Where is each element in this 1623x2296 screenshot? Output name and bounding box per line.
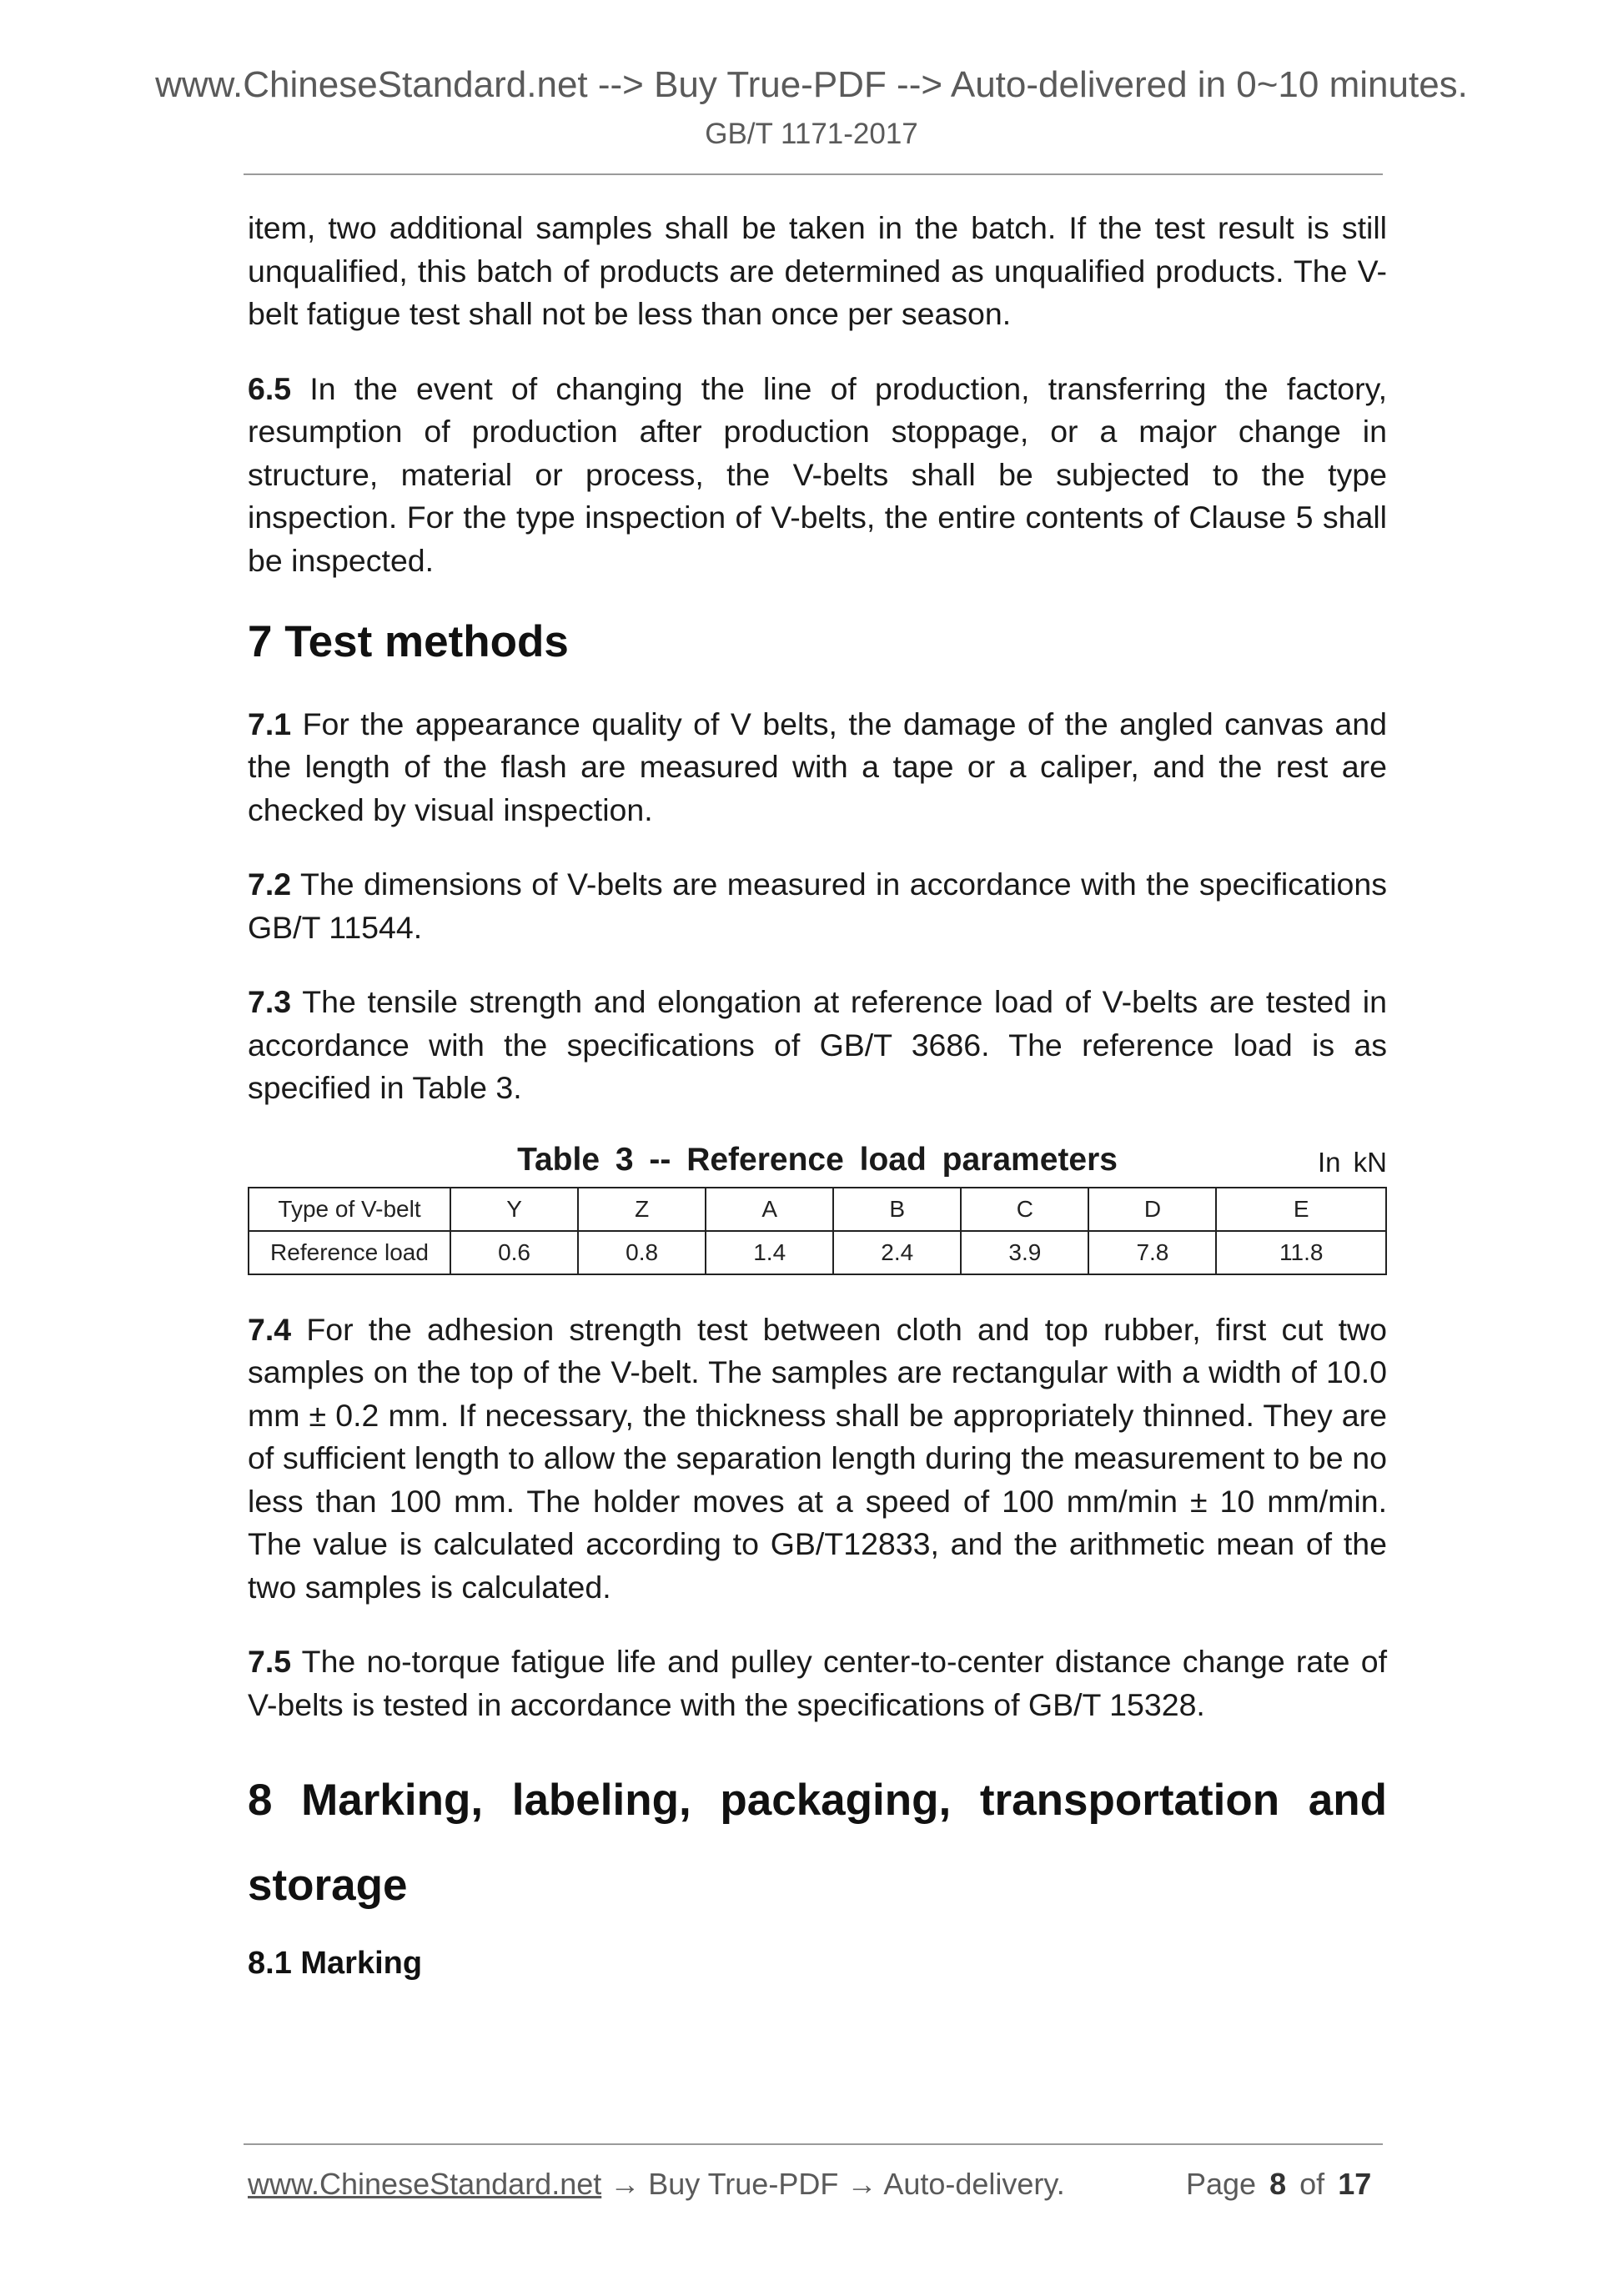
of-word: of (1299, 2167, 1325, 2201)
table-3-unit: In kN (1317, 1146, 1387, 1178)
clause-number: 7.3 (248, 984, 292, 1020)
clause-6-5 (248, 368, 1387, 583)
type-cell: C (961, 1188, 1088, 1231)
type-cell: B (833, 1188, 961, 1231)
clause-7-1 (248, 703, 1387, 832)
row-header-load: Reference load (249, 1231, 450, 1274)
section-7-heading: 7 Test methods (248, 617, 569, 666)
header-banner: www.ChineseStandard.net --> Buy True-PDF --> Auto-delivered in 0~10 minutes. (155, 64, 1468, 105)
load-cell: 3.9 (961, 1231, 1088, 1274)
load-cell: 11.8 (1216, 1231, 1386, 1274)
section-8-heading: 8 Marking, labeling, packaging, transportation and storage (248, 1776, 1387, 1911)
page-word: Page (1186, 2167, 1257, 2201)
site-link[interactable]: www.ChineseStandard.net (248, 2167, 602, 2201)
page-number (1186, 2167, 1371, 2202)
table-3-caption-row (248, 1142, 1387, 1187)
table-3-caption: Table 3 -- Reference load parameters (517, 1141, 1118, 1178)
clause-7-4 (248, 1309, 1387, 1610)
load-cell: 2.4 (833, 1231, 961, 1274)
type-cell: Y (450, 1188, 578, 1231)
clause-text: The dimensions of V-belts are measured in accordance with the specifications GB/T 11544. (248, 867, 1387, 945)
standard-id: GB/T 1171-2017 (705, 118, 918, 150)
clause-text: For the adhesion strength test between cloth and top rubber, first cut two samples on the top of the V-belt. The samples are rectangular with a width of 10.0 mm ± 0.2 mm. If necessary, the thickness shall be appropriately thinned. They are of sufficient length to allow the separation length during the measurement to be no less than 100 mm. The holder moves at a speed of 100 mm/min ± 10 mm/min. The value is calculated according to GB/T12833, and the arithmetic mean of the two samples is calculated. (248, 1311, 1387, 1605)
clause-text: In the event of changing the line of production, transferring the factory, resumption of production after production stoppage, or a major change in structure, material or process, the V-belts shall be subjected to the type inspection. For the type inspection of V-belts, the entire contents of Clause 5 shall be inspected. (248, 370, 1387, 578)
clause-number: 7.4 (248, 1311, 292, 1347)
page-current: 8 (1269, 2167, 1287, 2201)
clause-number: 7.5 (248, 1644, 292, 1680)
clause-text: The no-torque fatigue life and pulley center-to-center distance change rate of V-belts is tested in accordance with the specifications of GB/T 15328. (248, 1644, 1387, 1722)
clause-7-3 (248, 981, 1387, 1110)
type-cell: E (1216, 1188, 1386, 1231)
type-cell: Z (578, 1188, 706, 1231)
table-row-loads (249, 1231, 1386, 1274)
clause-number: 6.5 (248, 370, 292, 406)
load-cell: 7.8 (1088, 1231, 1216, 1274)
continuation-paragraph: item, two additional samples shall be taken in the batch. If the test result is still unqualified, this batch of products are determined as unqualified products. The V-belt fatigue test shall not be less than once per season. (248, 210, 1387, 331)
header-divider (244, 173, 1383, 175)
clause-text: For the appearance quality of V belts, the damage of the angled canvas and the length of the flash are measured with a tape or a caliper, and the rest are checked by visual inspection. (248, 706, 1387, 827)
type-cell: D (1088, 1188, 1216, 1231)
footer-divider (244, 2143, 1383, 2145)
clause-7-5 (248, 1640, 1387, 1726)
footer-tagline: → Buy True-PDF → Auto-delivery. (601, 2167, 1065, 2201)
type-cell: A (706, 1188, 833, 1231)
clause-number: 7.1 (248, 706, 292, 741)
reference-load-table (248, 1187, 1387, 1275)
clause-number: 7.2 (248, 867, 292, 902)
load-cell: 1.4 (706, 1231, 833, 1274)
clause-text: The tensile strength and elongation at reference load of V-belts are tested in accordance with the specifications of GB/T 3686. The reference load is as specified in Table 3. (248, 984, 1387, 1106)
footer-banner (248, 2167, 1065, 2202)
load-cell: 0.6 (450, 1231, 578, 1274)
load-cell: 0.8 (578, 1231, 706, 1274)
page-total: 17 (1338, 2167, 1372, 2201)
row-header-type: Type of V-belt (249, 1188, 450, 1231)
document-body (248, 207, 1387, 1985)
clause-7-2 (248, 863, 1387, 949)
table-row-types (249, 1188, 1386, 1231)
subsection-8-1-heading: 8.1 Marking (248, 1946, 423, 1982)
